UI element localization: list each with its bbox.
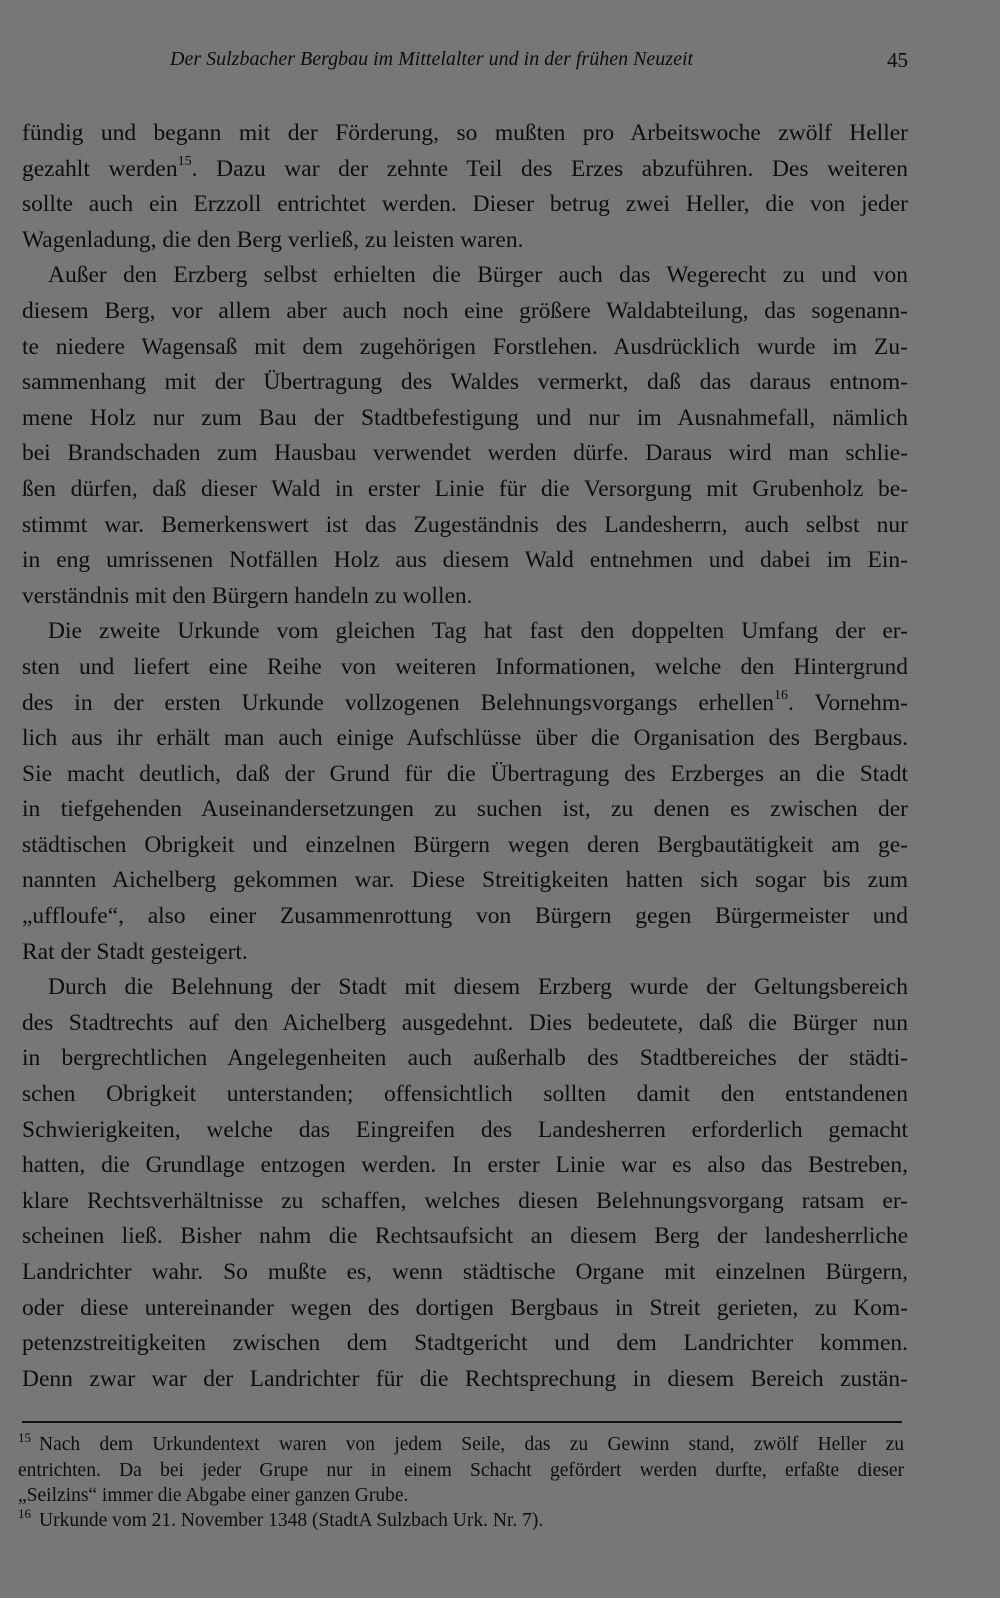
text-line: mene Holz nur zum Bau der Stadtbefestigung und nur im Ausnahmefall, nämlich xyxy=(22,404,908,431)
text-line xyxy=(22,152,908,188)
text-line: oder diese untereinander wegen des dortigen Bergbaus in Streit gerieten, zu Kom- xyxy=(22,1294,908,1321)
text-line: lich aus ihr erhält man auch einige Aufschlüsse über die Organisation des Bergbaus. xyxy=(22,725,908,752)
text-line: in tiefgehenden Auseinandersetzungen zu suchen ist, zu denen es zwischen der xyxy=(22,796,908,823)
footnote-divider xyxy=(22,1421,902,1423)
text-line: klare Rechtsverhältnisse zu schaffen, welches diesen Belehnungsvorgang ratsam er- xyxy=(22,1187,908,1214)
text-fragment: . Vornehm- xyxy=(788,689,908,716)
text-line: Denn zwar war der Landrichter für die Rechtsprechung in diesem Bereich zustän- xyxy=(22,1365,908,1392)
text-fragment: gezahlt werden xyxy=(22,155,178,182)
footnotes xyxy=(18,1432,904,1534)
text-line: stimmt war. Bemerkenswert ist das Zugeständnis des Landesherrn, auch selbst nur xyxy=(22,511,908,538)
footnote-16-number: 16 xyxy=(18,1506,31,1521)
footnote-15-line: „Seilzins“ immer die Abgabe einer ganzen Grube. xyxy=(18,1485,409,1506)
body-text xyxy=(22,116,908,1397)
page-number: 45 xyxy=(887,48,908,72)
text-line: sammenhang mit der Übertragung des Waldes vermerkt, daß das daraus entnom- xyxy=(22,369,908,396)
running-title: Der Sulzbacher Bergbau im Mittelalter und in der frühen Neuzeit xyxy=(170,48,694,70)
text-line: in eng umrissenen Notfällen Holz aus diesem Wald entnehmen und dabei im Ein- xyxy=(22,547,908,574)
footnote-15-text: Nach dem Urkundentext waren von jedem Seile, das zu Gewinn stand, zwölf Heller zu xyxy=(39,1434,904,1455)
text-line: verständnis mit den Bürgern handeln zu wollen. xyxy=(22,582,473,609)
text-line: des Stadtrechts auf den Aichelberg ausgedehnt. Dies bedeutete, daß die Bürger nun xyxy=(22,1009,908,1036)
paragraph xyxy=(22,116,908,258)
text-line: fündig und begann mit der Förderung, so mußten pro Arbeitswoche zwölf Heller xyxy=(22,120,908,146)
text-line: schen Obrigkeit unterstanden; offensichtlich sollten damit den entstandenen xyxy=(22,1081,908,1108)
text-line: „uffloufe“, also einer Zusammenrottung von Bürgern gegen Bürgermeister und xyxy=(22,903,908,930)
text-fragment: des in der ersten Urkunde vollzogenen Belehnungsvorgangs erhellen xyxy=(22,689,774,716)
text-fragment: . Dazu war der zehnte Teil des Erzes abzuführen. Des weiteren xyxy=(191,155,909,182)
footnote-15-line xyxy=(18,1432,904,1458)
text-line: petenzstreitigkeiten zwischen dem Stadtgericht und dem Landrichter kommen. xyxy=(22,1330,908,1357)
footnote-ref-16: 16 xyxy=(774,687,788,703)
footnote-15-number: 15 xyxy=(18,1430,31,1445)
text-line: Sie macht deutlich, daß der Grund für die Übertragung des Erzberges an die Stadt xyxy=(22,760,908,787)
text-line: sollte auch ein Erzzoll entrichtet werden. Dieser betrug zwei Heller, die von jeder xyxy=(22,191,908,218)
footnote-ref-15: 15 xyxy=(177,153,192,169)
paragraph xyxy=(22,258,908,614)
text-line: nannten Aichelberg gekommen war. Diese Streitigkeiten hatten sich sogar bis zum xyxy=(22,867,908,894)
text-line: Landrichter wahr. So mußte es, wenn städtische Organe mit einzelnen Bürgern, xyxy=(22,1259,908,1285)
text-line: ßen dürfen, daß dieser Wald in erster Linie für die Versorgung mit Grubenholz be- xyxy=(22,475,908,502)
paragraph xyxy=(22,614,908,970)
paragraph xyxy=(22,970,908,1397)
text-line: Die zweite Urkunde vom gleichen Tag hat fast den doppelten Umfang der er- xyxy=(48,618,908,645)
text-line: städtischen Obrigkeit und einzelnen Bürgern wegen deren Bergbautätigkeit am ge- xyxy=(22,831,908,858)
text-line xyxy=(22,686,908,722)
text-line: Außer den Erzberg selbst erhielten die Bürger auch das Wegerecht zu und von xyxy=(48,262,908,289)
text-line: sten und liefert eine Reihe von weiteren Informationen, welche den Hintergrund xyxy=(22,653,908,680)
text-line: in bergrechtlichen Angelegenheiten auch außerhalb des Stadtbereiches der städti- xyxy=(22,1045,908,1072)
footnote-16-line xyxy=(18,1508,904,1534)
text-line: te niedere Wagensaß mit dem zugehörigen Forstlehen. Ausdrücklich wurde im Zu- xyxy=(22,333,908,360)
text-line: scheinen ließ. Bisher nahm die Rechtsaufsicht an diesem Berg der landesherrliche xyxy=(22,1223,908,1250)
text-line: Wagenladung, die den Berg verließ, zu leisten waren. xyxy=(22,226,524,253)
text-line: hatten, die Grundlage entzogen werden. In erster Linie war es also das Bestreben, xyxy=(22,1152,908,1179)
footnote-16-text: Urkunde vom 21. November 1348 (StadtA Sulzbach Urk. Nr. 7). xyxy=(39,1510,544,1531)
text-line: Durch die Belehnung der Stadt mit diesem Erzberg wurde der Geltungsbereich xyxy=(48,974,908,1001)
footnote-15-line: entrichten. Da bei jeder Grupe nur in einem Schacht gefördert werden durfte, erfaßte dieser xyxy=(18,1460,904,1481)
text-line: Schwierigkeiten, welche das Eingreifen des Landesherren erforderlich gemacht xyxy=(22,1116,908,1143)
text-line: bei Brandschaden zum Hausbau verwendet werden dürfe. Daraus wird man schlie- xyxy=(22,440,908,467)
text-line: Rat der Stadt gesteigert. xyxy=(22,938,248,965)
text-line: diesem Berg, vor allem aber auch noch eine größere Waldabteilung, das sogenann- xyxy=(22,297,908,324)
